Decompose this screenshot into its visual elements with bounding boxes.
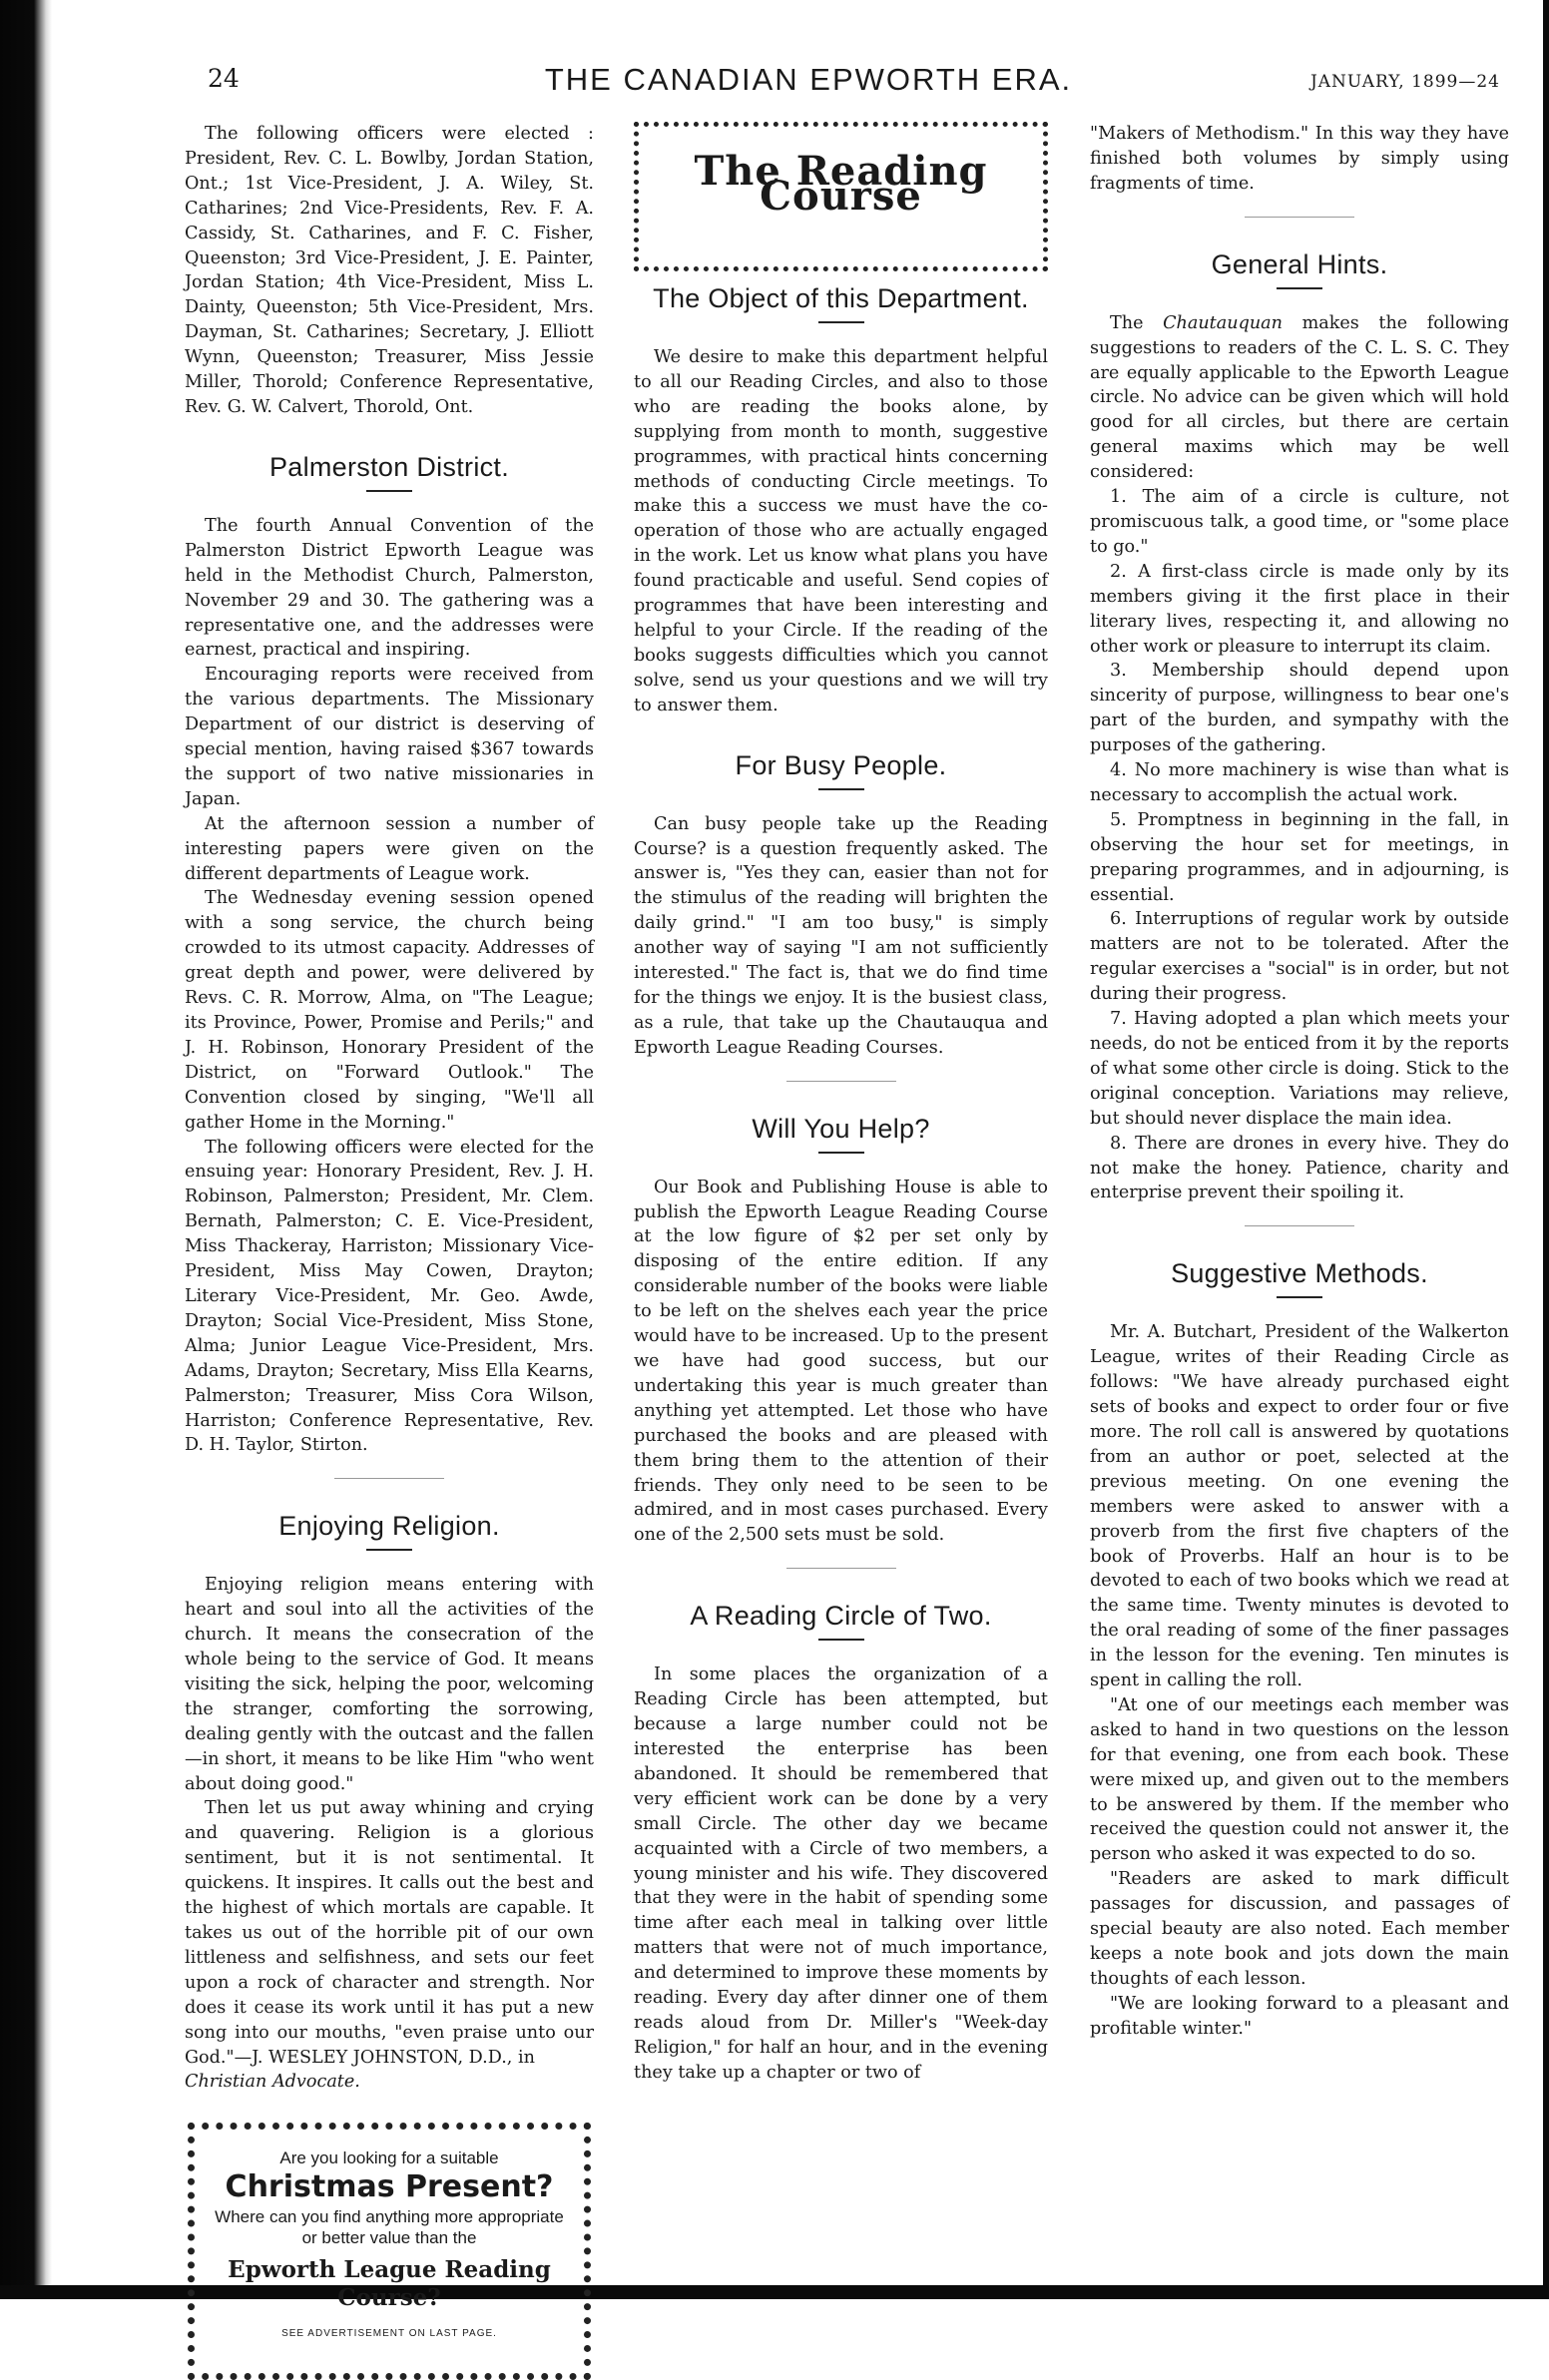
heading-rule xyxy=(1277,1296,1322,1298)
heading-will-you-help: Will You Help? xyxy=(752,1113,930,1144)
issue-date: JANUARY, 1899—24 xyxy=(1309,72,1500,92)
heading-rule xyxy=(818,1152,864,1154)
heading-rule xyxy=(366,1549,412,1551)
enjoying-source xyxy=(185,2070,594,2095)
hint-item: 4. No more machinery is wise than what is necessary to accomplish the actual work. xyxy=(1090,760,1509,805)
hint-item: 7. Having adopted a plan which meets your needs, do not be enticed from it by the reports of what some other circle is doing. Stick to the original conception. Variations may relieve, but should never displace the main idea. xyxy=(1090,1009,1509,1129)
heading-rule xyxy=(1277,287,1322,289)
enjoying-paragraph: Then let us put away whining and crying and quavering. Religion is a glorious sentiment, but it is not sentimental. It quickens. It inspires. It calls out the best and the highest of which mortals are capable. It takes us out of the horrible pit of our own littleness and selfishness, and sets our feet upon a rock of character and strength. Nor does it cease its work until it has put a new song into our mouths, "even praise unto our God."—J. WESLEY JOHNSTON, D.D., in xyxy=(185,1798,594,2068)
ad-footer: SEE ADVERTISEMENT ON LAST PAGE. xyxy=(281,2328,497,2340)
officers-paragraph: The following officers were elected : President, Rev. C. L. Bowlby, Jordan Station, Ont.; 1st Vice-President, J. A. Wiley, St. Catharines; 2nd Vice-Presidents, Rev. F. A. Cassidy, St. Catharines, and F. C. Fisher, Queenston; 3rd Vice-President, J. E. Painter, Jordan Station; 4th Vice-President, Miss L. Dainty, Queenston; 5th Vice-President, Mrs. Dayman, St. Catharines; Secretary, J. Elliott Wynn, Queenston; Treasurer, Miss Jessie Miller, Thorold; Conference Representative, Rev. G. W. Calvert, Thorold, Ont. xyxy=(185,124,594,417)
heading-suggestive-methods: Suggestive Methods. xyxy=(1171,1258,1428,1289)
heading-rule xyxy=(366,490,412,492)
heading-for-busy-people: For Busy People. xyxy=(735,749,947,780)
hint-item: 1. The aim of a circle is culture, not promiscuous talk, a good time, or "some place to go." xyxy=(1090,487,1509,557)
heading-object-of-department: The Object of this Department. xyxy=(653,283,1029,313)
chautauquan-title: Chautauquan xyxy=(1163,312,1283,333)
methods-paragraph: "We are looking forward to a pleasant and profitable winter." xyxy=(1090,1993,1509,2039)
section-separator xyxy=(786,1081,896,1082)
ad-body: Where can you find anything more appropriate or better value than the xyxy=(215,2207,564,2248)
section-separator xyxy=(1245,1225,1354,1226)
section-separator xyxy=(786,1568,896,1569)
masthead: THE CANADIAN EPWORTH ERA. xyxy=(544,62,1073,97)
makers-paragraph: "Makers of Methodism." In this way they have finished both volumes by simply using fragments of time. xyxy=(1090,124,1509,194)
ad-product-name: Epworth League Reading Course? xyxy=(228,2256,551,2312)
page-number: 24 xyxy=(208,64,240,93)
scan-binding-edge xyxy=(0,0,52,2299)
reading-course-advertisement xyxy=(188,2123,591,2380)
busy-paragraph: Can busy people take up the Reading Course? is a question frequently asked. The answer is, "Yes they can, easier than not for the stimulus of the reading will brighten the daily grind." "I am too busy," is simply another way of saying "I am not sufficiently interested." The fact is, that we do find time for the things we enjoy. It is the busiest class, as a rule, that take up the Chautauqua and Epworth League Reading Courses. xyxy=(634,813,1048,1058)
ad-content xyxy=(208,2146,571,2347)
palmerston-paragraph: The following officers were elected for the ensuing year: Honorary President, Rev. J. H. Robinson, Palmerston; President, Mr. Clem. Bernath, Palmerston; C. E. Vice-President, Miss Thackeray, Harriston; Missionary Vice-President, Miss May Cowen, Drayton; Literary Vice-President, Mr. Geo. Awde, Drayton; Social Vice-President, Miss Stone, Alma; Junior League Vice-President, Mrs. Adams, Drayton; Secretary, Miss Ella Kearns, Palmerston; Treasurer, Miss Cora Wilson, Harriston; Conference Representative, Rev. D. H. Taylor, Stirton. xyxy=(185,1137,594,1456)
section-separator xyxy=(334,1478,444,1479)
methods-paragraph: "At one of our meetings each member was asked to hand in two questions on the lesson for that evening, one from each book. These were mixed up, and given out to the members to be answered by them. If the member who received the question could not answer it, the person who asked it was expected to do so. xyxy=(1090,1694,1509,1865)
hint-item: 6. Interruptions of regular work by outside matters are not to be tolerated. After the regular exercises a "social" is in order, but not during their progress. xyxy=(1090,909,1509,1005)
hint-item: 2. A first-class circle is made only by its members giving it the first place in their literary lives, respecting it, and allowing no other work or pleasure to interrupt its claim. xyxy=(1090,561,1509,657)
enjoying-paragraph: Enjoying religion means entering with heart and soul into all the activities of the church. It means the consecration of the whole being to the service of God. It means visiting the sick, helping the poor, welcoming the stranger, comforting the sorrowing, dealing gently with the outcast and the fallen—in short, it means to be like Him "who went about doing good." xyxy=(185,1575,594,1794)
scan-right-edge xyxy=(1543,0,1549,2299)
palmerston-paragraph: The fourth Annual Convention of the Palmerston District Epworth League was held in the Methodist Church, Palmerston, November 29 and 30. The gathering was a representative one, and the addresses were earnest, practical and inspiring. xyxy=(185,515,594,661)
reading-course-banner xyxy=(634,122,1048,271)
heading-enjoying-religion: Enjoying Religion. xyxy=(278,1511,500,1542)
palmerston-paragraph: At the afternoon session a number of interesting papers were given on the different departments of League work. xyxy=(185,813,594,884)
palmerston-paragraph: Encouraging reports were received from the various departments. The Missionary Department of our district is deserving of special mention, having raised $367 towards the support of two native missionaries in Japan. xyxy=(185,665,594,809)
ad-headline: Christmas Present? xyxy=(225,2169,554,2205)
column-1 xyxy=(185,122,594,2340)
palmerston-paragraph: The Wednesday evening session opened with a song service, the church being crowded to its utmost capacity. Addresses of great depth and power, were delivered by Revs. C. R. Morrow, Alma, on "The League; its Province, Power, Promise and Perils;" and J. H. Robinson, Honorary President of the District, on "Forward Outlook." The Convention closed by singing, "We'll all gather Home in the Morning." xyxy=(185,888,594,1133)
heading-rule xyxy=(818,1639,864,1641)
source-publication: Christian Advocate. xyxy=(185,2072,360,2093)
hint-item: 5. Promptness in beginning in the fall, in observing the hour set for meetings, in preparing programmes, and in adjourning, is essential. xyxy=(1090,809,1509,905)
newspaper-page xyxy=(95,0,1522,2340)
ad-question: Are you looking for a suitable xyxy=(279,2148,499,2168)
heading-rule xyxy=(818,788,864,790)
hint-item: 8. There are drones in every hive. They do not make the honey. Patience, charity and enterprise prevent their spoiling it. xyxy=(1090,1133,1509,1203)
methods-paragraph: Mr. A. Butchart, President of the Walkerton League, writes of their Reading Circle as follows: "We have already purchased eight sets of books and expect to order four or five more. The roll call is answered by quotations from an author or poet, selected at the previous meeting. On one evening the members were asked to answer with a proverb from the first five chapters of the book of Proverbs. Half an hour is to be devoted to each of two books which we read at the same time. Twenty minutes is devoted to the oral reading of some of the finer passages in the lesson for the evening. Ten minutes is spent in calling the roll. xyxy=(1090,1322,1509,1691)
heading-reading-circle-of-two: A Reading Circle of Two. xyxy=(690,1601,992,1632)
heading-palmerston-district: Palmerston District. xyxy=(268,451,510,482)
hints-intro xyxy=(1090,311,1509,485)
help-paragraph: Our Book and Publishing House is able to publish the Epworth League Reading Course at the low figure of $2 per set only by disposing of the entire edition. If any considerable number of the books were liable to be left on the shelves each year the price would have to be increased. Up to the present we have had good success, but our undertaking this year is much greater than anything yet attempted. Let those who have purchased the books and are pleased with them bring them to the attention of their friends. They only need to be seen to be admired, and in most cases purchased. Every one of the 2,500 sets must be sold. xyxy=(634,1177,1048,1546)
object-paragraph: We desire to make this department helpful to all our Reading Circles, and also to those who are reading the books alone, by supplying from month to month, suggestive programmes, with practical hints concerning methods of conducting Circle meetings. To make this a success we must have the co-operation of those who are actually engaged in the work. Let us know what plans you have found practicable and useful. Send copies of programmes that have been interesting and helpful to your Circle. If the reading of the books suggests difficulties which you cannot solve, send us your questions and we will try to answer them. xyxy=(634,347,1048,715)
heading-rule xyxy=(818,321,864,323)
heading-general-hints: General Hints. xyxy=(1211,248,1388,279)
column-2 xyxy=(634,122,1048,2267)
two-paragraph: In some places the organization of a Reading Circle has been attempted, but because a large number could not be interested the enterprise has been abandoned. It should be remembered that very efficient work can be done by a very small Circle. The other day we became acquainted with a Circle of two members, a young minister and his wife. They discovered that they were in the habit of spending some time after each meal in talking over little matters that were not of much importance, and determined to improve these moments by reading. Every day after dinner one of them reads aloud from Dr. Miller's "Week-day Religion," for half an hour, and in the evening they take up a chapter or two of xyxy=(634,1665,1048,2083)
hints-intro-rest: makes the following suggestions to readers of the C. L. S. C. They are equally applicable to the Epworth League circle. No advice can be given which will hold good for all circles, but there are certain general maxims which may be well considered: xyxy=(1090,312,1510,483)
column-3 xyxy=(1090,122,1509,2267)
methods-paragraph: "Readers are asked to mark difficult passages for discussion, and passages of special beauty are also noted. Each member keeps a note book and jots down the main thoughts of each lesson. xyxy=(1090,1869,1509,1989)
section-separator xyxy=(1245,217,1354,218)
hints-intro-start: The xyxy=(1110,312,1144,333)
banner-title: The Reading Course xyxy=(694,148,988,220)
hint-item: 3. Membership should depend upon sincerity of purpose, willingness to bear one's part of the burden, and sympathy with the purposes of the gathering. xyxy=(1090,661,1509,756)
running-head xyxy=(95,64,1522,104)
